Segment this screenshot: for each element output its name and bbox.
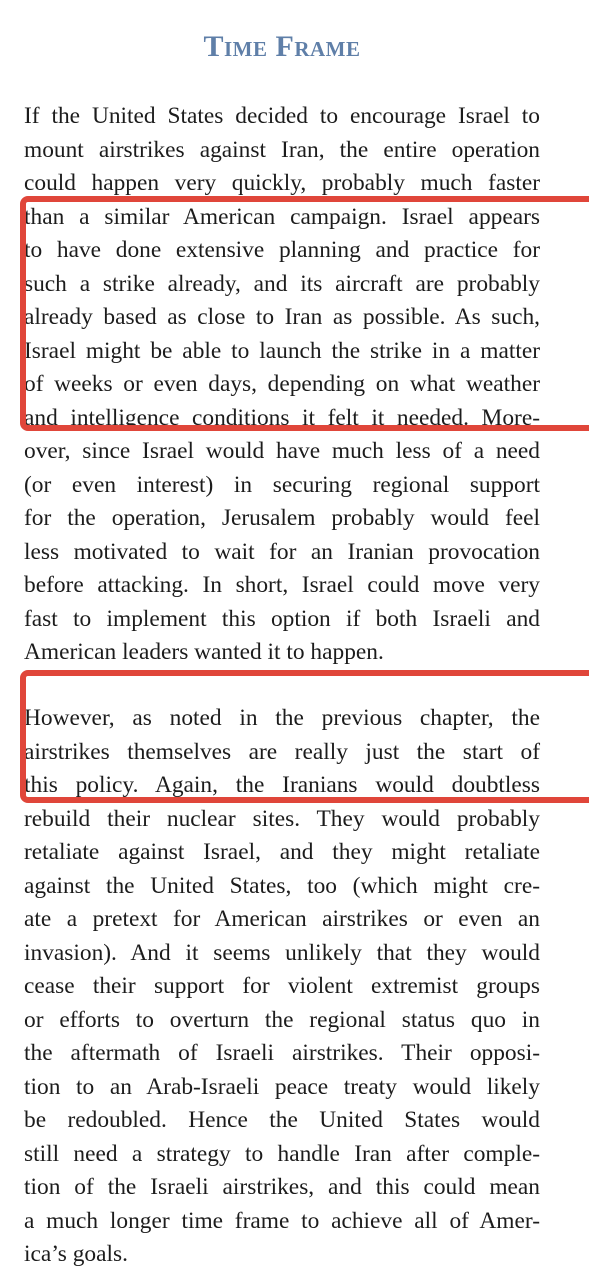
text-line: Israel might be able to launch the strike in a matter xyxy=(24,337,540,364)
text-line: to have done extensive planning and practice for xyxy=(24,237,540,263)
text-line: or efforts to overturn the regional status quo in xyxy=(24,1006,540,1033)
text-line: However, as noted in the previous chapter, the xyxy=(24,705,540,731)
text-line: still need a strategy to handle Iran after comple- xyxy=(24,1140,540,1167)
highlight-box-1 xyxy=(20,196,589,431)
text-line: (or even interest) in securing regional support xyxy=(24,471,540,498)
text-line: for the operation, Jerusalem probably would feel xyxy=(24,505,540,531)
highlight-box-2 xyxy=(20,670,589,803)
text-line: ate a pretext for American airstrikes or even an xyxy=(24,906,540,932)
text-line: be redoubled. Hence the United States would xyxy=(24,1107,540,1133)
text-line: such a strike already, and its aircraft are probably xyxy=(24,270,540,297)
text-line: If the United States decided to encourage Israel to xyxy=(24,103,540,129)
text-line: rebuild their nuclear sites. They would probably xyxy=(24,805,540,832)
text-line: against the United States, too (which might cre- xyxy=(24,872,540,899)
text-line: tion to an Arab-Israeli peace treaty would likely xyxy=(24,1073,540,1100)
text-line: cease their support for violent extremist groups xyxy=(24,973,540,999)
text-line: ica’s goals. xyxy=(24,1241,128,1267)
text-line: already based as close to Iran as possible. As such, xyxy=(24,304,540,330)
text-line: retaliate against Israel, and they might retaliate xyxy=(24,839,540,865)
text-line: this policy. Again, the Iranians would doubtless xyxy=(24,772,540,798)
text-line: less motivated to wait for an Iranian provocation xyxy=(24,538,540,565)
text-line: the aftermath of Israeli airstrikes. Their opposi- xyxy=(24,1040,540,1066)
text-line: mount airstrikes against Iran, the entire operation xyxy=(24,136,540,163)
text-line: a much longer time frame to achieve all of Amer- xyxy=(24,1207,540,1234)
text-line: of weeks or even days, depending on what weather xyxy=(24,371,540,397)
text-line: airstrikes themselves are really just the start of xyxy=(24,738,540,765)
section-title: Time Frame xyxy=(203,30,361,63)
text-line: could happen very quickly, probably much faster xyxy=(24,170,540,196)
text-line: invasion). And it seems unlikely that they would xyxy=(24,939,540,966)
text-line: tion of the Israeli airstrikes, and this could mean xyxy=(24,1174,540,1200)
text-line: fast to implement this option if both Israeli and xyxy=(24,605,540,632)
text-line: than a similar American campaign. Israel appears xyxy=(24,203,540,230)
text-line: and intelligence conditions it felt it needed. More- xyxy=(24,404,540,431)
text-line: American leaders wanted it to happen. xyxy=(24,639,384,665)
text-line: before attacking. In short, Israel could move very xyxy=(24,572,540,598)
text-line: over, since Israel would have much less of a need xyxy=(24,438,540,464)
